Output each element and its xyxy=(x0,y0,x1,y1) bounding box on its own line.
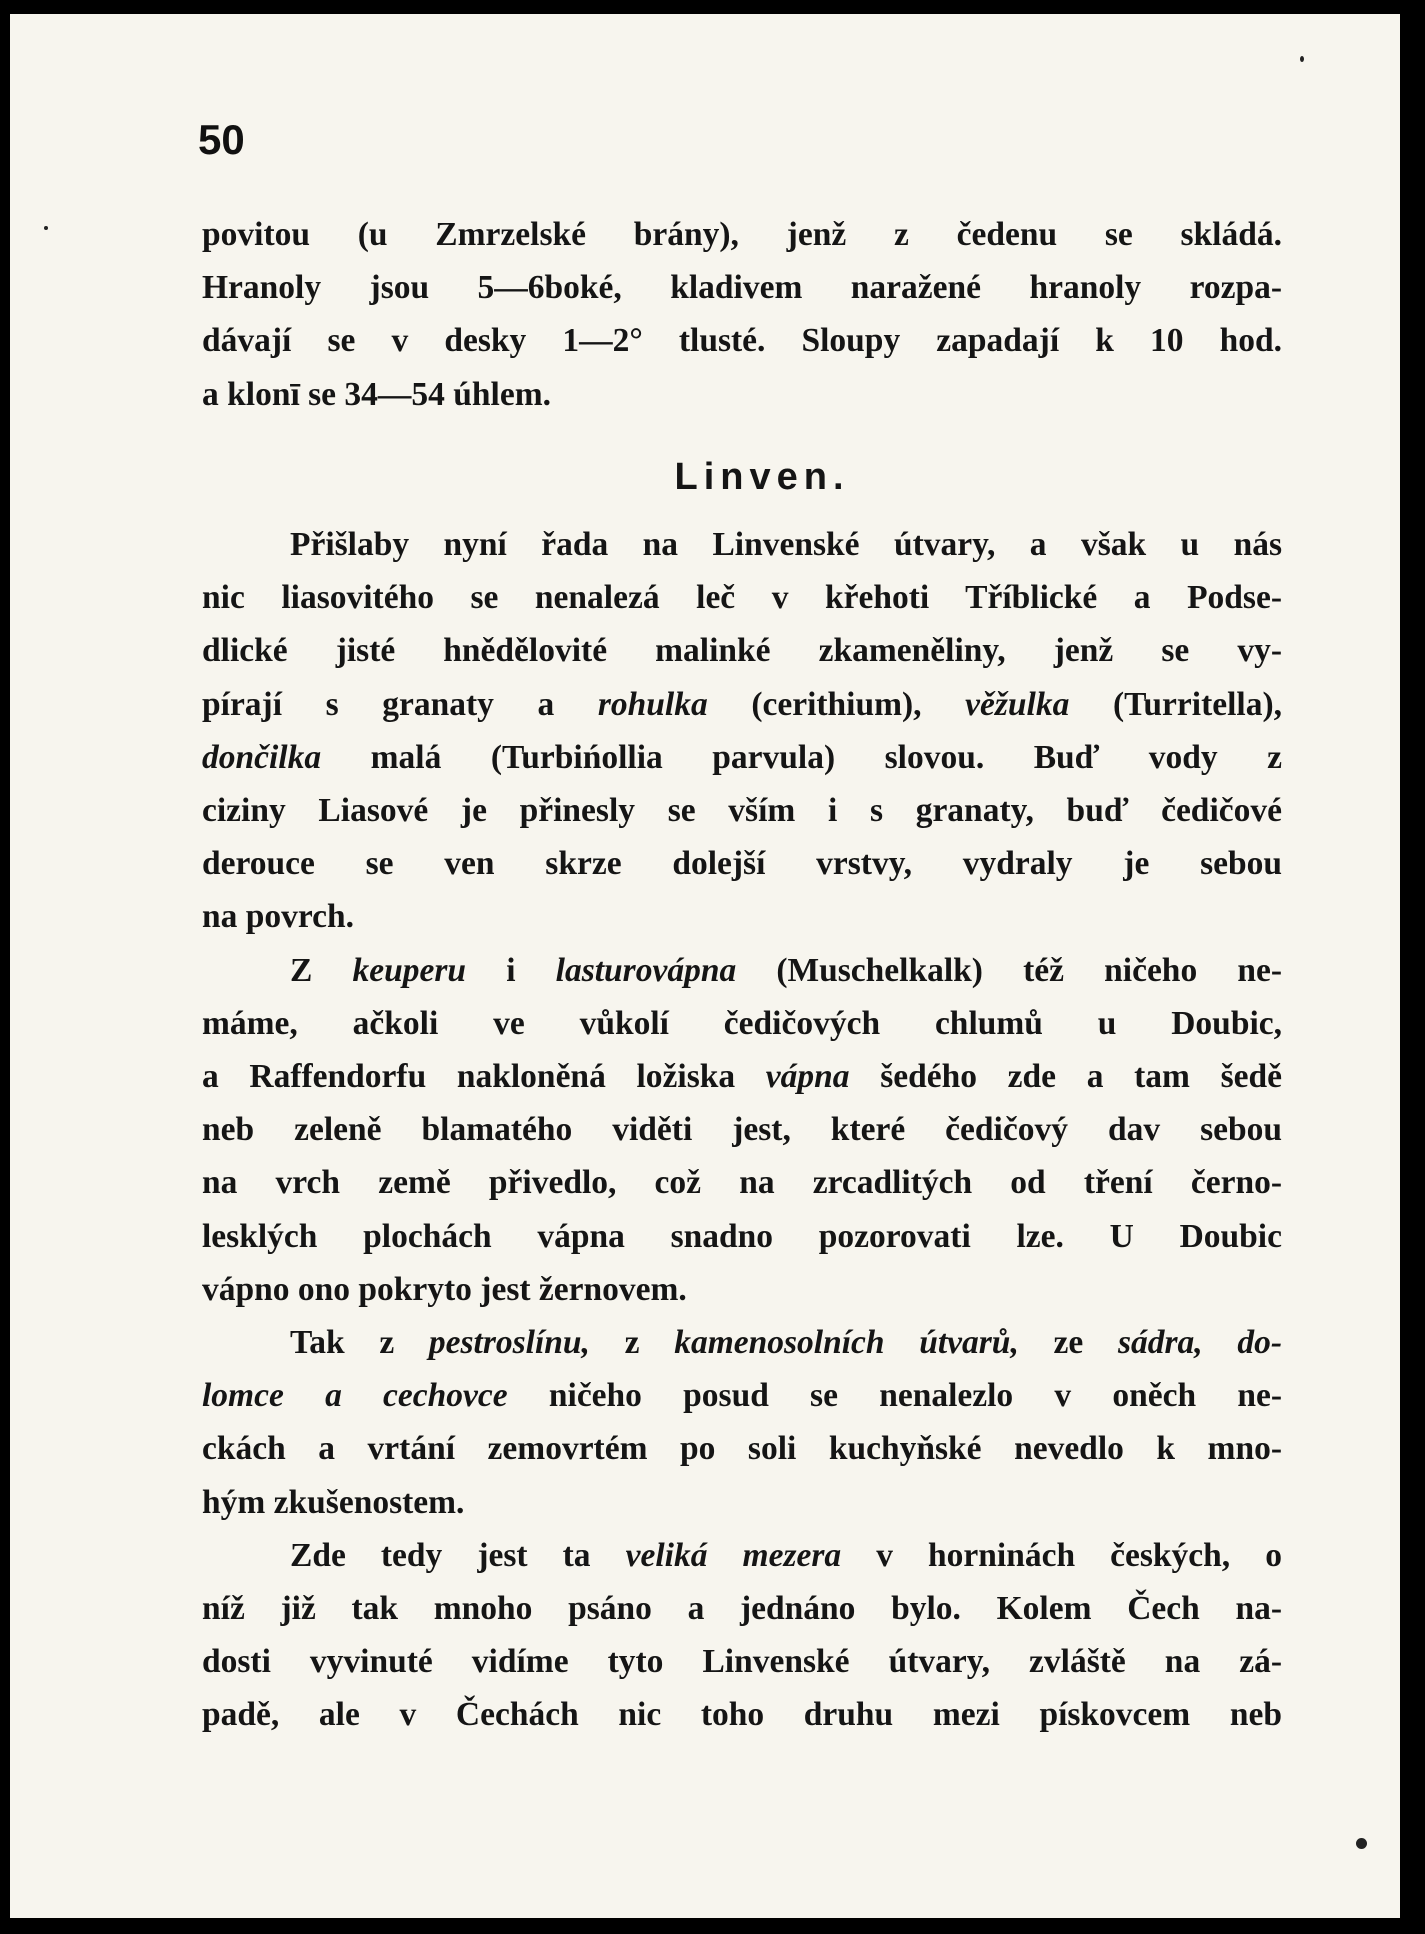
text-run: a klonī se 34—54 úhlem. xyxy=(202,375,552,413)
italic-term: lomce a cechovce xyxy=(202,1377,508,1415)
text-line xyxy=(202,261,1282,314)
text-line xyxy=(202,314,1282,367)
text-line xyxy=(202,624,1282,677)
text-run: Hranoly jsou 5—6boké, kladivem naražené hranoly rozpa- xyxy=(202,269,1282,307)
italic-term: věžulka xyxy=(965,685,1070,723)
text-line xyxy=(202,731,1282,784)
text-run: derouce se ven skrze dolejší vrstvy, vydraly je sebou xyxy=(202,845,1282,883)
text-run: povitou (u Zmrzelské brány), jenž z čedenu se skládá. xyxy=(202,216,1282,253)
print-speck xyxy=(44,226,48,230)
text-run: z xyxy=(589,1324,675,1362)
print-speck xyxy=(1300,56,1304,62)
book-page xyxy=(10,14,1400,1918)
text-line xyxy=(202,1422,1282,1475)
text-run: i xyxy=(466,951,556,989)
text-line xyxy=(202,368,1282,421)
text-line xyxy=(202,1688,1282,1741)
text-line xyxy=(202,1263,1282,1316)
text-run: dlické jisté hnědělovité malinké zkameněliny, jenž se vy- xyxy=(202,632,1282,670)
text-run: Zde tedy jest ta xyxy=(290,1536,626,1574)
text-run: ckách a vrtání zemovrtém po soli kuchyňské nevedlo k mno- xyxy=(202,1430,1282,1468)
paragraph xyxy=(202,208,1282,421)
section-heading: Linven. xyxy=(674,455,850,498)
italic-term: dončilka xyxy=(202,738,322,776)
text-line xyxy=(202,1582,1282,1635)
text-line xyxy=(202,1156,1282,1209)
text-run: níž již tak mnoho psáno a jednáno bylo. Kolem Čech na- xyxy=(202,1590,1282,1628)
text-line xyxy=(202,1476,1282,1529)
text-run: vápno ono pokryto jest žernovem. xyxy=(202,1270,687,1308)
text-run: a Raffendorfu nakloněná ložiska xyxy=(202,1058,766,1096)
paragraph xyxy=(202,944,1282,1316)
text-line xyxy=(202,784,1282,837)
text-run: lesklých plochách vápna snadno pozorovati lze. U Doubic xyxy=(202,1217,1282,1255)
text-line xyxy=(202,890,1282,943)
text-run: malá (Turbińollia parvula) slovou. Buď vody z xyxy=(321,738,1282,776)
text-line xyxy=(202,208,1282,261)
text-line xyxy=(202,1103,1282,1156)
italic-term: lasturovápna xyxy=(555,951,737,989)
text-run: v horninách českých, o xyxy=(841,1536,1282,1574)
text-run: dávají se v desky 1—2° tlusté. Sloupy zapadají k 10 hod. xyxy=(202,322,1282,360)
print-speck xyxy=(1356,1838,1367,1849)
paragraph xyxy=(202,1529,1282,1742)
text-line xyxy=(202,1635,1282,1688)
text-run: (Muschelkalk) též ničeho ne- xyxy=(736,951,1282,989)
text-run: hým zkušenostem. xyxy=(202,1483,465,1521)
text-line xyxy=(202,1210,1282,1263)
page-text xyxy=(202,208,1282,1742)
text-run: dosti vyvinuté vidíme tyto Linvenské útvary, zvláště na zá- xyxy=(202,1643,1282,1681)
text-line xyxy=(202,944,1282,997)
paragraph xyxy=(202,1316,1282,1529)
text-line xyxy=(202,1529,1282,1582)
text-run: máme, ačkoli ve vůkolí čedičových chlumů u Doubic, xyxy=(202,1004,1282,1042)
text-line xyxy=(202,837,1282,890)
italic-term: keuperu xyxy=(352,951,467,989)
text-line xyxy=(202,1050,1282,1103)
text-run: Z xyxy=(290,951,353,989)
italic-term: sádra, do- xyxy=(1117,1324,1282,1362)
text-run: na vrch země přivedlo, což na zrcadlitých od tření černo- xyxy=(202,1164,1282,1202)
text-run: (cerithium), xyxy=(707,685,966,723)
text-line xyxy=(202,518,1282,571)
text-run: (Turritella), xyxy=(1069,685,1282,723)
text-run: Přišlaby nyní řada na Linvenské útvary, a však u nás xyxy=(290,526,1282,564)
text-run: šedého zde a tam šedě xyxy=(849,1058,1282,1096)
text-line xyxy=(202,571,1282,624)
text-run: neb zeleně blamatého viděti jest, které čedičový dav sebou xyxy=(202,1111,1282,1149)
text-run: nic liasovitého se nenalezá leč v křehoti Tříblické a Podse- xyxy=(202,579,1282,617)
italic-term: rohulka xyxy=(597,685,708,723)
text-run: ničeho posud se nenalezlo v oněch ne- xyxy=(507,1377,1282,1415)
text-line xyxy=(202,1316,1282,1369)
page-number: 50 xyxy=(198,116,245,163)
text-line xyxy=(202,678,1282,731)
text-run: pírají s granaty a xyxy=(202,685,598,723)
text-line xyxy=(202,1369,1282,1422)
text-run: ciziny Liasové je přinesly se vším i s granaty, buď čedičové xyxy=(202,792,1282,830)
italic-term: pestroslínu, xyxy=(428,1324,590,1362)
text-run: ze xyxy=(1018,1324,1118,1362)
italic-term: kamenosolních útvarů, xyxy=(674,1324,1019,1362)
italic-term: vápna xyxy=(765,1058,850,1096)
text-line xyxy=(202,997,1282,1050)
paragraph xyxy=(202,518,1282,944)
italic-term: veliká mezera xyxy=(625,1536,842,1574)
text-run: Tak z xyxy=(290,1324,429,1362)
text-run: padě, ale v Čechách nic toho druhu mezi pískovcem neb xyxy=(202,1696,1282,1734)
text-run: na povrch. xyxy=(202,898,355,936)
